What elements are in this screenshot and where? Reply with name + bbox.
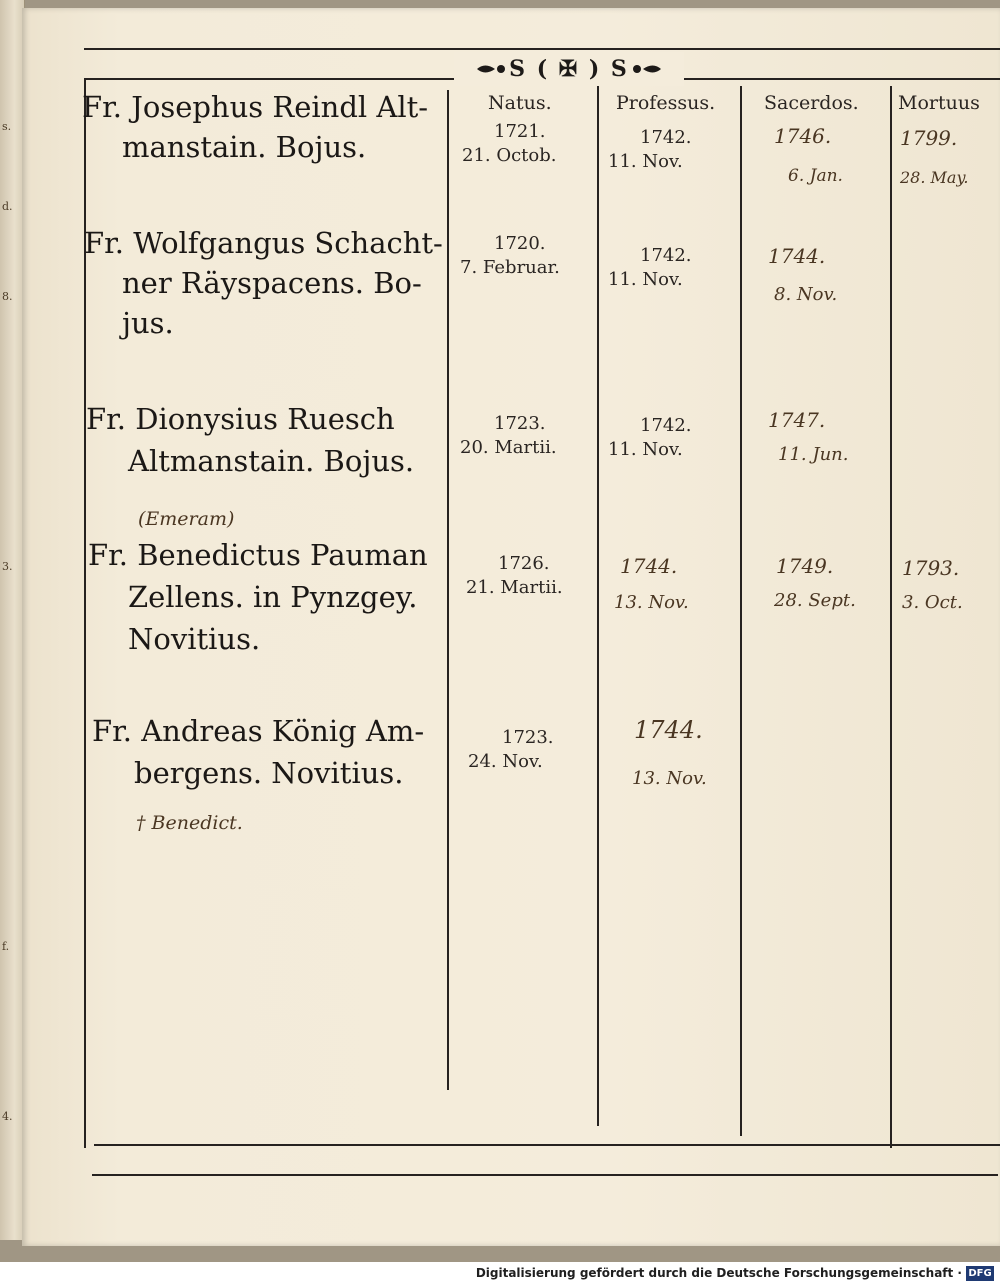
natus-date: 21. Octob. [462,145,557,166]
professus-date: 11. Nov. [608,269,683,290]
column-divider-mortuus [890,86,892,1148]
natus-year: 1721. [494,121,546,142]
mortuus-date-handwritten: 28. May. [900,168,969,187]
ornament-text: S ( ✠ ) S [509,56,629,82]
natus-year: 1723. [502,727,554,748]
dfg-logo-icon: DFG [966,1266,994,1281]
header-professus: Professus. [616,92,716,114]
entry-name-line: bergens. Novitius. [134,756,404,790]
footer-rule [92,1174,998,1176]
professus-date-handwritten: 13. Nov. [614,592,689,613]
left-page-fragment: d. [2,200,13,213]
sacerdos-year-handwritten: 1747. [768,408,826,432]
entry-name-line: manstain. Bojus. [122,130,367,164]
entry-name-line: jus. [122,306,174,340]
column-divider-natus [447,90,449,1090]
column-divider-sacerdos [740,86,742,1136]
entry-name-line: Novitius. [128,622,261,656]
entry-name-line: Fr. Andreas König Am- [92,714,425,748]
footer-bar [0,1262,1000,1286]
sacerdos-date-handwritten: 6. Jan. [788,166,843,186]
left-page-fragment: f. [2,940,10,953]
sacerdos-date-handwritten: 8. Nov. [774,284,838,305]
mortuus-date-handwritten: 3. Oct. [902,592,963,613]
entry-name-line: Fr. Wolfgangus Schacht- [84,226,443,260]
entry-name-line: ner Räyspacens. Bo- [122,266,422,300]
entry-name-line: Fr. Benedictus Pauman [88,538,428,572]
natus-date: 20. Martii. [460,437,557,458]
leaf-ornament-icon [629,62,663,76]
header-mortuus: Mortuus [898,92,980,114]
header-sacerdos: Sacerdos. [764,92,859,114]
professus-year-handwritten: 1744. [620,554,678,578]
sacerdos-year-handwritten: 1746. [774,124,832,148]
natus-year: 1723. [494,413,546,434]
bottom-rule [94,1144,1000,1146]
entry-name-line: Fr. Dionysius Ruesch [86,402,395,436]
name-annotation-handwritten: (Emeram) [138,508,235,530]
professus-year-handwritten: 1744. [634,716,703,744]
mortuus-year-handwritten: 1793. [902,556,960,580]
professus-year: 1742. [640,127,692,148]
column-divider-professus [597,86,599,1126]
leaf-ornament-icon [475,62,509,76]
natus-date: 24. Nov. [468,751,543,772]
professus-year: 1742. [640,245,692,266]
natus-date: 21. Martii. [466,577,563,598]
professus-date: 11. Nov. [608,439,683,460]
left-page-fragment: 3. [2,560,13,573]
entry-name-line: Zellens. in Pynzgey. [128,580,418,614]
professus-date-handwritten: 13. Nov. [632,768,707,789]
natus-year: 1726. [498,553,550,574]
footer-credit: Digitalisierung gefördert durch die Deutsche Forschungsgemeinschaft · [475,1266,962,1280]
professus-year: 1742. [640,415,692,436]
left-page-fragment: 8. [2,290,13,303]
header-natus: Natus. [488,92,552,114]
natus-year: 1720. [494,233,546,254]
sacerdos-year-handwritten: 1744. [768,244,826,268]
sacerdos-date-handwritten: 28. Sept. [774,590,856,611]
document-page [22,8,1000,1246]
professus-date: 11. Nov. [608,151,683,172]
natus-date: 7. Februar. [460,257,560,278]
header-ornament [454,52,684,86]
mortuus-year-handwritten: 1799. [900,126,958,150]
entry-name-line: Fr. Josephus Reindl Alt- [82,90,429,124]
sacerdos-date-handwritten: 11. Jun. [778,444,849,465]
left-page-fragment: 4. [2,1110,13,1123]
note-handwritten: † Benedict. [136,812,243,834]
sacerdos-year-handwritten: 1749. [776,554,834,578]
entry-name-line: Altmanstain. Bojus. [128,444,415,478]
left-page-fragment: s. [2,120,12,133]
top-rule [84,48,1000,50]
